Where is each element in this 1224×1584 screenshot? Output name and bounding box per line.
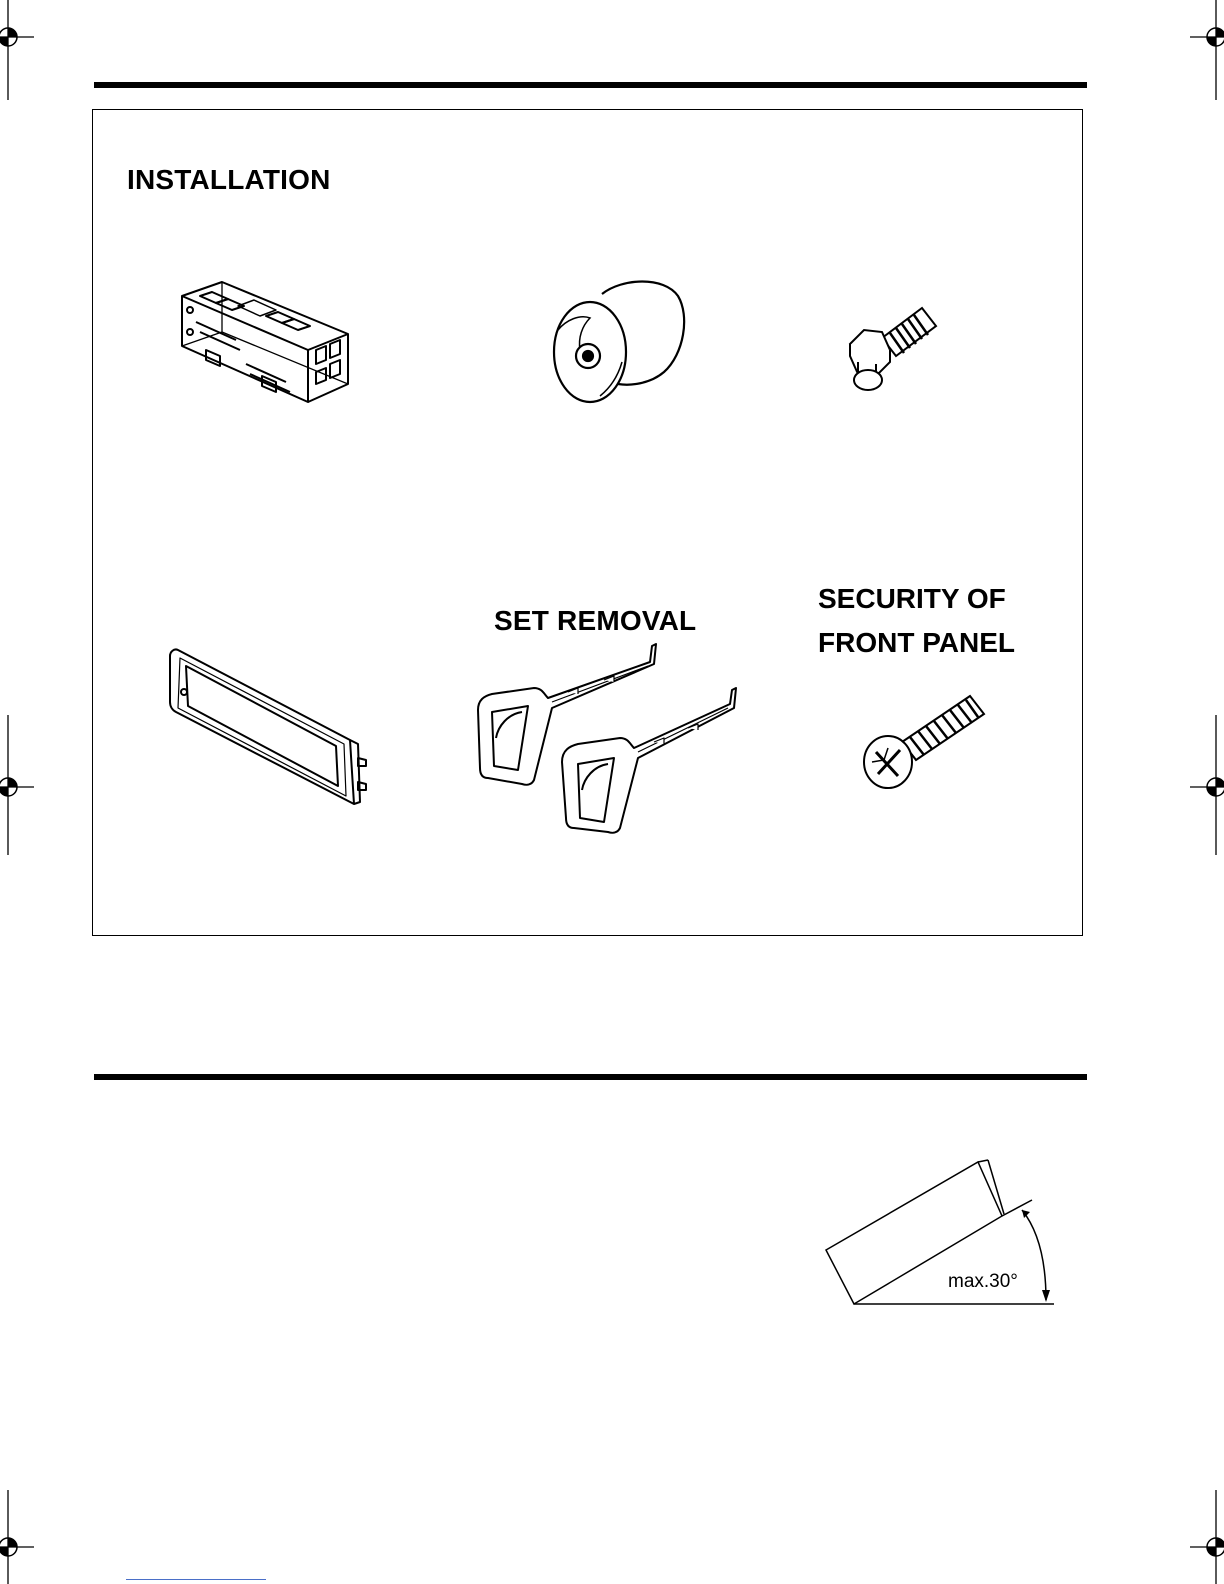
registration-mark-icon [0, 715, 40, 855]
trim-frame-icon [164, 646, 370, 808]
security-screw-icon [858, 690, 990, 792]
security-label [818, 577, 1015, 665]
registration-mark-icon [1184, 1490, 1224, 1584]
lower-rule [94, 1074, 1087, 1080]
footer-underline [126, 1579, 266, 1580]
top-rule [94, 82, 1087, 88]
security-label-line1: SECURITY OF [818, 583, 1006, 614]
mounting-angle-diagram [820, 1156, 1060, 1310]
rubber-bushing-icon [552, 280, 688, 408]
section-heading: INSTALLATION [127, 164, 331, 195]
removal-keys-icon [474, 642, 740, 838]
mounting-sleeve-icon [176, 280, 356, 406]
registration-mark-icon [1184, 715, 1224, 855]
registration-mark-icon [1184, 0, 1224, 100]
hex-bolt-icon [842, 304, 942, 394]
security-label-line2: FRONT PANEL [818, 627, 1016, 658]
registration-mark-icon [0, 1490, 40, 1584]
angle-label: max.30° [948, 1271, 1018, 1292]
angle-arrow-bottom-icon [1042, 1290, 1050, 1302]
set-removal-label: SET REMOVAL [494, 605, 697, 636]
registration-mark-icon [0, 0, 40, 100]
